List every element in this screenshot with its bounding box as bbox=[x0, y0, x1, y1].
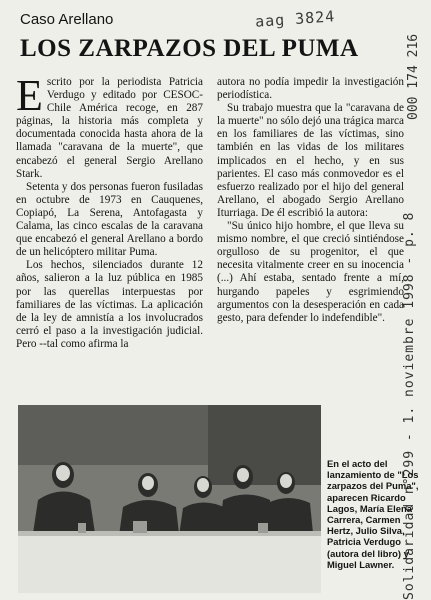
article-quote: "Su único hijo hombre, el que lleva su mismo nombre, el que creció sintiéndose orgulloso de su progenitor, el que necesita vitalmente creer en su inocencia (...) Ahí estaba, sentado frente a mí, hurgando papeles y esgrimiendo argumentos con la desesperación en cada gesto, para defender lo indefendible". bbox=[217, 220, 404, 324]
article-paragraph bbox=[16, 71, 203, 181]
drop-cap: E bbox=[16, 71, 43, 120]
photo-illustration bbox=[18, 405, 321, 593]
article-paragraph: Los hechos, silenciados durante 12 años, salieron a la luz pública en 1985 por las querellas interpuestas por familiares de las víctimas. La aplicación de la ley de amnistía a los involucrados cerró el paso a la investigación judicial. Pero --tal como afirma la bbox=[16, 259, 203, 350]
photo-caption: En el acto del lanzamiento de "Los zarpazos del Puma", aparecen Ricardo Lagos, María Elena Carrera, Carmen Hertz, Julio Silva, Patricia Verdugo (autora del libro) y Miguel Lawner. bbox=[327, 458, 419, 570]
article-paragraph: Setenta y dos personas fueron fusiladas en octubre de 1973 en Cauquenes, Copiapó, La Serena, Antofagasta y Calama, las cinco escalas de la caravana que encabezó el general Arellano a bordo de un helicóptero militar Puma. bbox=[16, 180, 203, 259]
article-column-right bbox=[217, 76, 404, 325]
article-column-left bbox=[16, 71, 203, 351]
article-paragraph: autora no podía impedir la investigación periodística. bbox=[217, 76, 404, 102]
section-kicker: Caso Arellano bbox=[20, 11, 114, 28]
article-paragraph: Su trabajo muestra que la "caravana de la muerte" no sólo dejó una trágica marca en los familiares de las víctimas, sino también en las vidas de los militares implicados en el hecho, y en sus parientes. El caso más conmovedor es el esfuerzo realizado por el hijo del general Arellano, el abogado Sergio Arellano Iturriaga. De él escribió la autora: bbox=[217, 102, 404, 219]
paragraph-text: scrito por la periodista Patricia Verdugo y editado por CESOC-Chile América recoge, en 287 páginas, la historia más completa y documentada conocida hasta ahora de la llamada "caravana de la muerte", que encabezó el general Sergio Arellano Stark. bbox=[16, 76, 203, 180]
handwritten-source-text: Solidaridad n°299 - 1. noviembre 1998 - p. 8 bbox=[402, 211, 417, 600]
headline: LOS ZARPAZOS DEL PUMA bbox=[20, 35, 359, 62]
handwritten-archive-code: aag 3824 bbox=[254, 7, 336, 31]
event-photo bbox=[18, 405, 321, 593]
handwritten-catalog-number: 000 174 216 bbox=[406, 33, 421, 120]
